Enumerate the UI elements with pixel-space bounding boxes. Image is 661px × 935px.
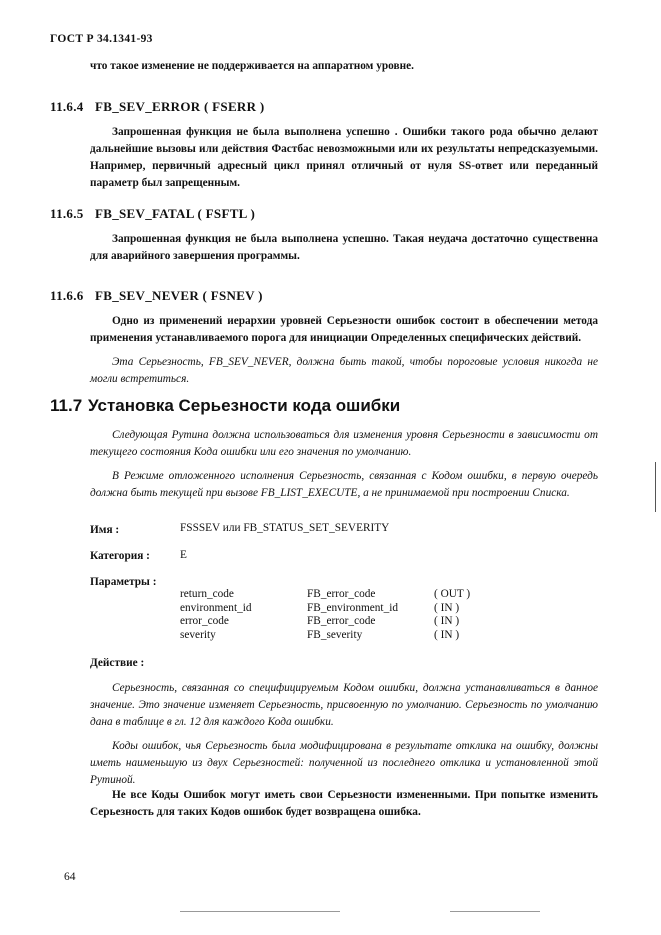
section-number: 11.6.6	[50, 288, 84, 303]
action-label: Действие :	[90, 657, 145, 669]
intro-line: что такое изменение не поддерживается на аппаратном уровне.	[90, 60, 414, 72]
action-paragraph-italic: Коды ошибок, чья Серьезность была модифицирована в результате отклика на ошибку, должны иметь наименьшую из двух Серьезностей: полученной из последнего отклика и установленной этой Рутиной.	[90, 740, 598, 786]
section-paragraph-italic: В Режиме отложенного исполнения Серьезность, связанная с Кодом ошибки, в первую очередь должна быть текущей при вызове FB_LIST_EXECUTE, а не принимаемой при построении Списка.	[90, 470, 598, 499]
section-paragraph-italic: Эта Серьезность, FB_SEV_NEVER, должна быть такой, чтобы пороговые условия никогда не могли встретиться.	[90, 356, 598, 385]
param-type: FB_environment_id	[307, 601, 398, 614]
page-number: 64	[64, 871, 76, 883]
param-type: FB_error_code	[307, 588, 376, 600]
section-paragraph: Одно из применений иерархии уровней Серьезности ошибок состоит в обеспечении метода применения устанавливаемого порога для инициации Определенных специфических действий.	[90, 315, 598, 344]
section-heading-11-6-4	[50, 99, 264, 115]
action-paragraph: Не все Коды Ошибок могут иметь свои Серьезности измененными. При попытке изменить Серьезность для таких Кодов ошибок будет возвращена ошибка.	[90, 789, 598, 818]
section-heading-11-6-6	[50, 288, 263, 304]
section-paragraph: Запрошенная функция не была выполнена успешно . Ошибки такого рода обычно делают дальнейшие вызовы или действия Фастбас невозможными или их результаты непредсказуемыми. Например, первичный адресный цикл принял отличный от нуля SS-ответ или переданный параметр был запрещенным.	[90, 126, 598, 189]
name-label: Имя :	[90, 524, 120, 536]
section-heading-11-7	[50, 396, 400, 416]
scan-artifact	[655, 462, 656, 512]
section-title: FB_SEV_FATAL ( FSFTL )	[95, 206, 256, 221]
param-direction: ( IN )	[434, 601, 460, 614]
param-name: error_code	[180, 615, 229, 627]
scan-artifact	[180, 911, 340, 912]
table-row	[180, 588, 470, 602]
param-type: FB_severity	[307, 628, 363, 641]
section-title: FB_SEV_NEVER ( FSNEV )	[95, 288, 263, 303]
section-number: 11.6.5	[50, 206, 84, 221]
section-paragraph-italic: Следующая Рутина должна использоваться для изменения уровня Серьезности в зависимости от текущего состояния Кода ошибки или его значения по умолчанию.	[90, 429, 598, 458]
table-row	[180, 629, 470, 643]
table-row	[180, 615, 470, 629]
param-name: severity	[180, 628, 216, 641]
param-type: FB_error_code	[307, 615, 376, 627]
params-label: Параметры :	[90, 576, 157, 588]
section-heading-11-6-5	[50, 206, 255, 222]
document-header: ГОСТ Р 34.1341-93	[50, 33, 153, 45]
section-title: FB_SEV_ERROR ( FSERR )	[95, 99, 265, 114]
category-label: Категория :	[90, 550, 150, 562]
param-direction: ( OUT )	[434, 588, 471, 600]
section-title: Установка Серьезности кода ошибки	[88, 396, 401, 415]
params-table	[180, 588, 470, 642]
action-paragraph-italic: Серьезность, связанная со специфицируемым Кодом ошибки, должна устанавливаться в данное значение. Это значение изменяет Серьезность, присвоенную по умолчанию. Серьезность по умолчанию дана в таблице в гл. 12 для каждого Кода ошибки.	[90, 682, 598, 728]
section-paragraph: Запрошенная функция не была выполнена успешно. Такая неудача достаточно существенна для аварийного завершения программы.	[90, 233, 598, 262]
param-name: return_code	[180, 588, 234, 600]
param-direction: ( IN )	[434, 628, 460, 641]
table-row	[180, 602, 470, 616]
param-direction: ( IN )	[434, 615, 460, 627]
section-number: 11.7	[50, 396, 83, 415]
scan-artifact	[450, 911, 540, 912]
param-name: environment_id	[180, 601, 252, 614]
section-number: 11.6.4	[50, 99, 84, 114]
name-value: FSSSEV или FB_STATUS_SET_SEVERITY	[180, 522, 390, 534]
category-value: E	[180, 549, 187, 561]
